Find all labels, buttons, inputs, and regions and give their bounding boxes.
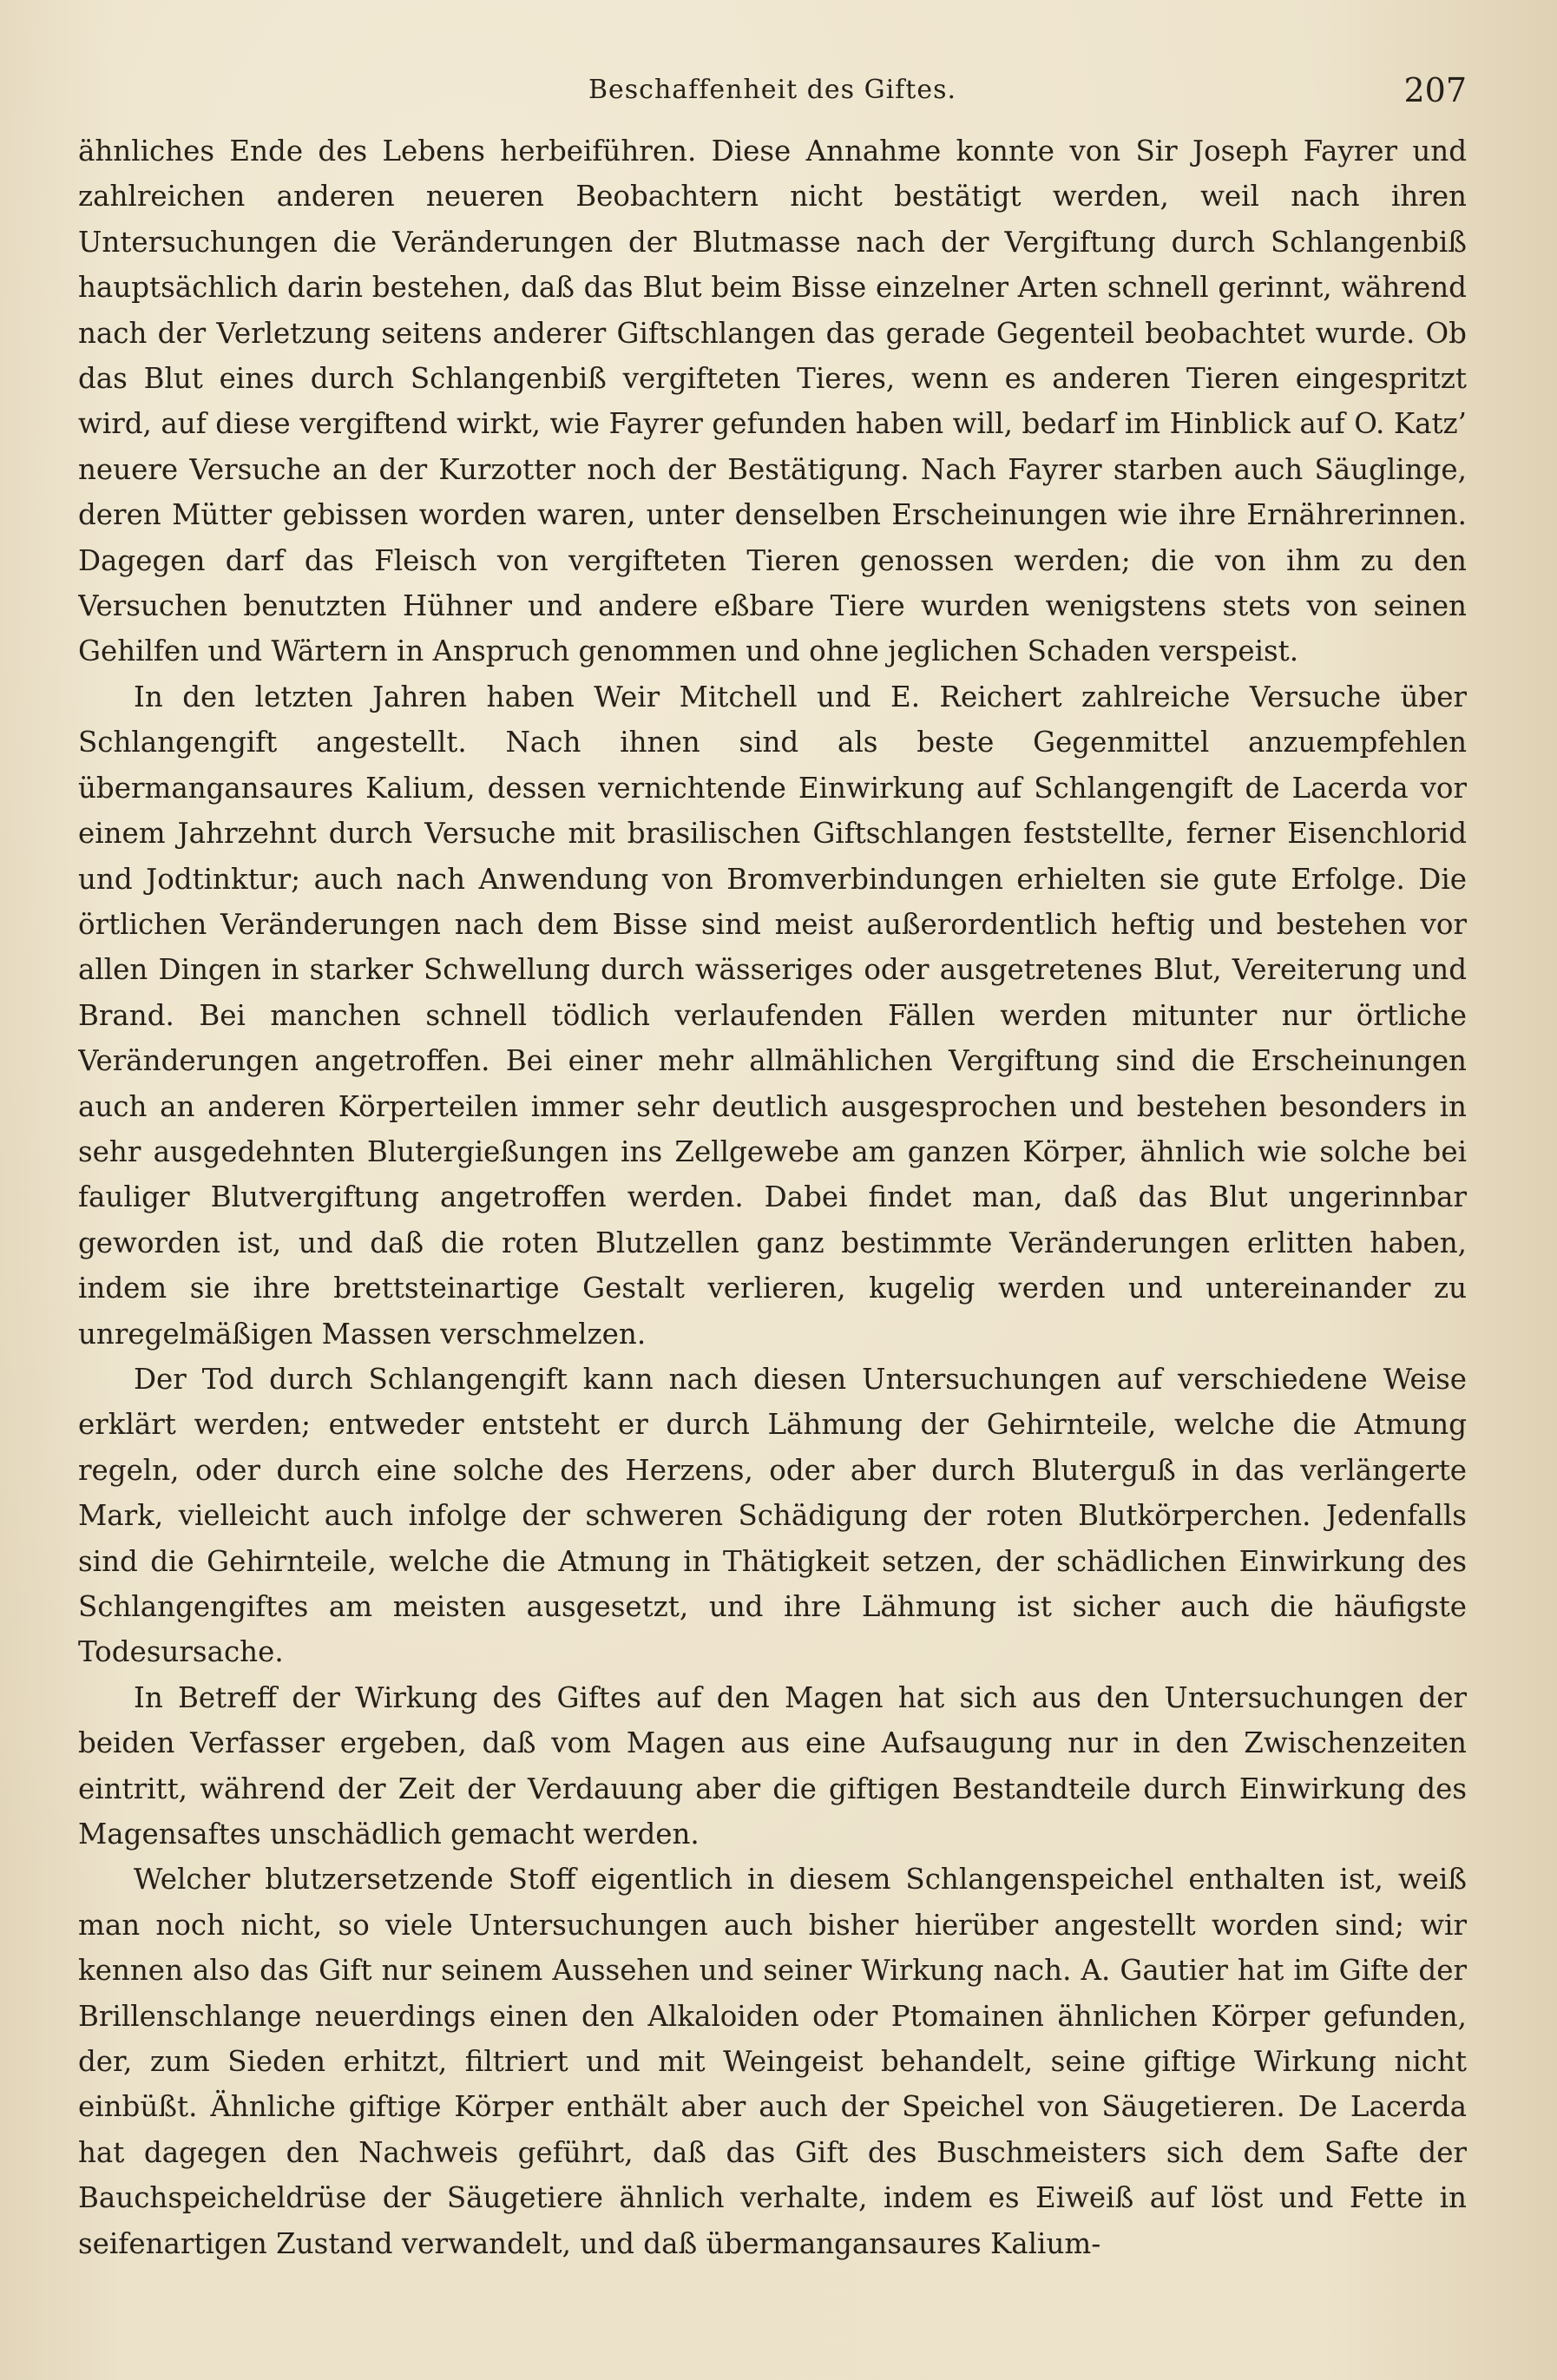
paragraph-4: In Betreff der Wirkung des Giftes auf den Magen hat sich aus den Untersuchungen der beiden Verfasser ergeben, daß vom Magen aus eine Aufsaugung nur in den Zwischenzeiten eintritt, während der Zeit der Verdauung aber die giftigen Bestandteile durch Einwirkung des Magensaftes unschädlich gemacht werden. [78,1680,1467,1851]
page-number: 207 [1403,71,1467,109]
body-text [78,128,1467,2316]
paragraph-5: Welcher blutzersetzende Stoff eigentlich in diesem Schlangenspeichel enthalten ist, weiß man noch nicht, so viele Untersuchungen auch bisher hierüber angestellt worden sind; wir kennen also das Gift nur seinem Aussehen und seiner Wirkung nach. A. Gautier hat im Gifte der Brillenschlange neuerdings einen den Alkaloiden oder Ptomainen ähnlichen Körper gefunden, der, zum Sieden erhitzt, filtriert und mit Weingeist behandelt, seine giftige Wirkung nicht einbüßt. Ähnliche giftige Körper enthält aber auch der Speichel von Säugetieren. De Lacerda hat dagegen den Nachweis geführt, daß das Gift des Buschmeisters sich dem Safte der Bauchspeicheldrüse der Säugetiere ähnlich verhalte, indem es Eiweiß auf löst und Fette in seifenartigen Zustand verwandelt, und daß übermangansaures Kalium- [78,1863,1467,2260]
paragraph-1: ähnliches Ende des Lebens herbeiführen. Diese Annahme konnte von Sir Joseph Fayrer und zahlreichen anderen neueren Beobachtern nicht bestätigt werden, weil nach ihren Untersuchungen die Veränderungen der Blutmasse nach der Vergiftung durch Schlangenbiß hauptsächlich darin bestehen, daß das Blut beim Bisse einzelner Arten schnell gerinnt, während nach der Verletzung seitens anderer Giftschlangen das gerade Gegenteil beobachtet wurde. Ob das Blut eines durch Schlangenbiß vergifteten Tieres, wenn es anderen Tieren eingespritzt wird, auf diese vergiftend wirkt, wie Fayrer gefunden haben will, bedarf im Hinblick auf O. Katz’ neuere Versuche an der Kurzotter noch der Bestätigung. Nach Fayrer starben auch Säuglinge, deren Mütter gebissen worden waren, unter denselben Erscheinungen wie ihre Ernährerinnen. Dagegen darf das Fleisch von vergifteten Tieren genossen werden; die von ihm zu den Versuchen benutzten Hühner und andere eßbare Tiere wurden wenigstens stets von seinen Gehilfen und Wärtern in Anspruch genommen und ohne jeglichen Schaden verspeist. [78,135,1467,668]
paragraph-3: Der Tod durch Schlangengift kann nach diesen Untersuchungen auf verschiedene Weise erklärt werden; entweder entsteht er durch Lähmung der Gehirnteile, welche die Atmung regeln, oder durch eine solche des Herzens, oder aber durch Bluterguß in das verlängerte Mark, vielleicht auch infolge der schweren Schädigung der roten Blutkörperchen. Jedenfalls sind die Gehirnteile, welche die Atmung in Thätigkeit setzen, der schädlichen Einwirkung des Schlangengiftes am meisten ausgesetzt, und ihre Lähmung ist sicher auch die häufigste Todesursache. [78,1362,1467,1669]
running-title: Beschaffenheit des Giftes. [588,75,957,105]
paragraph-2: In den letzten Jahren haben Weir Mitchell und E. Reichert zahlreiche Versuche über Schlangengift angestellt. Nach ihnen sind als beste Gegenmittel anzuempfehlen übermangansaures Kalium, dessen vernichtende Einwirkung auf Schlangengift de Lacerda vor einem Jahrzehnt durch Versuche mit brasilischen Giftschlangen feststellte, ferner Eisenchlorid und Jodtinktur; auch nach Anwendung von Bromverbindungen erhielten sie gute Erfolge. Die örtlichen Veränderungen nach dem Bisse sind meist außerordentlich heftig und bestehen vor allen Dingen in starker Schwellung durch wässeriges oder ausgetretenes Blut, Vereiterung und Brand. Bei manchen schnell tödlich verlaufenden Fällen werden mitunter nur örtliche Veränderungen angetroffen. Bei einer mehr allmählichen Vergiftung sind die Erscheinungen auch an anderen Körperteilen immer sehr deutlich ausgesprochen und bestehen besonders in sehr ausgedehnten Blutergießungen ins Zellgewebe am ganzen Körper, ähnlich wie solche bei fauliger Blutvergiftung angetroffen werden. Dabei findet man, daß das Blut ungerinnbar geworden ist, und daß die roten Blutzellen ganz bestimmte Veränderungen erlitten haben, indem sie ihre brettsteinartige Gestalt verlieren, kugelig werden und untereinander zu unregelmäßigen Massen verschmelzen. [78,680,1467,1351]
page-header [78,68,1467,111]
